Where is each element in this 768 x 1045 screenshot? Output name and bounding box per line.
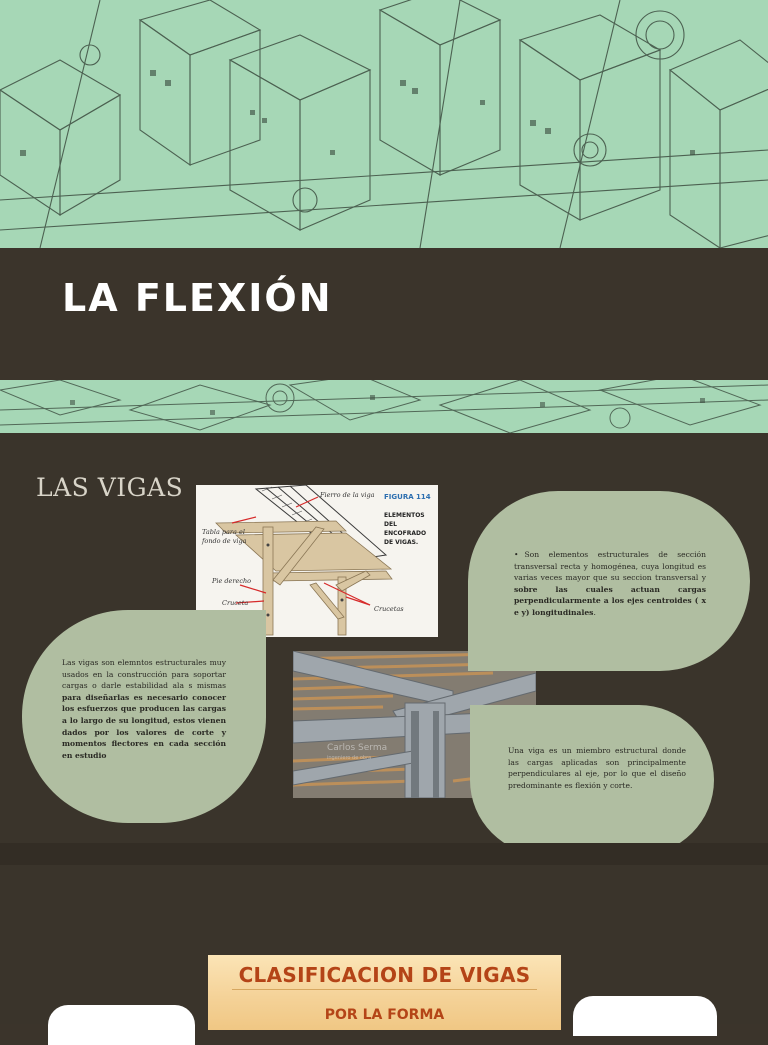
- definition-bubble-1: [468, 491, 750, 671]
- section-heading: LAS VIGAS: [36, 473, 184, 502]
- definition-text-1-plain: Son elementos estructurales de sección transversal recta y homogénea, cuya longitud es varias veces mayor que su seccion transversal y: [514, 550, 706, 583]
- definition-text-2: Una viga es un miembro estructural donde las cargas aplicadas son principalmente perpendiculares al eje, por lo que el diseño predominante es flexión y corte.: [508, 746, 686, 790]
- figure-number: FIGURA 114: [384, 493, 431, 501]
- definition-bubble-2: [470, 705, 714, 855]
- definition-text-1-end: .: [593, 607, 596, 617]
- photo-watermark: Carlos Serma: [327, 743, 388, 753]
- clasificacion-title: CLASIFICACION DE VIGAS: [238, 963, 531, 987]
- slide-title: [0, 0, 768, 433]
- city-sketch-strip-illustration: [0, 380, 768, 433]
- bullet-icon: •: [514, 550, 519, 559]
- city-blueprint-banner: [0, 0, 768, 248]
- main-title: LA FLEXIÓN: [62, 276, 333, 320]
- label-cruceta: Cruceta: [222, 599, 249, 607]
- slide-las-vigas: [0, 433, 768, 843]
- definition-text-1: [514, 549, 706, 619]
- figure-description: ELEMENTOS DEL ENCOFRADO DE VIGAS.: [384, 512, 427, 546]
- shape-card-right: [573, 996, 717, 1036]
- description-text: [62, 657, 226, 761]
- city-blueprint-strip: [0, 380, 768, 433]
- shape-card-left: [48, 1005, 195, 1045]
- description-bubble: [22, 610, 266, 823]
- label-pie-derecho: Pie derecho: [212, 577, 252, 585]
- city-sketch-illustration: [0, 0, 768, 248]
- photo-watermark-sub: ingeniero de obra: [327, 755, 372, 761]
- description-text-bold: para diseñarlas es necesario conocer los esfuerzos que producen las cargas a lo largo de su longitud, estos vienen dados por los valores de corte y momentos flectores en cada sección en estudio: [62, 692, 226, 760]
- title-divider: [232, 989, 537, 990]
- slide-clasificacion: [0, 865, 768, 1024]
- definition-text-1-bold: sobre las cuales actuan cargas perpendicularmente a los ejes centroides ( x e y) longitudinales: [514, 584, 706, 617]
- slide-separator: [0, 843, 768, 865]
- label-fierro: Fierro de la viga: [320, 491, 375, 499]
- description-text-plain: Las vigas son elemntos estructurales muy usados en la construcción para soportar cargas o darle estabilidad ala s mismas: [62, 658, 226, 691]
- clasificacion-banner: [208, 955, 561, 1030]
- label-crucetas: Crucetas: [374, 605, 404, 613]
- clasificacion-subtitle: POR LA FORMA: [324, 1007, 445, 1023]
- label-tabla-2: fondo de viga: [202, 537, 247, 545]
- label-tabla: Tabla para el: [202, 528, 245, 536]
